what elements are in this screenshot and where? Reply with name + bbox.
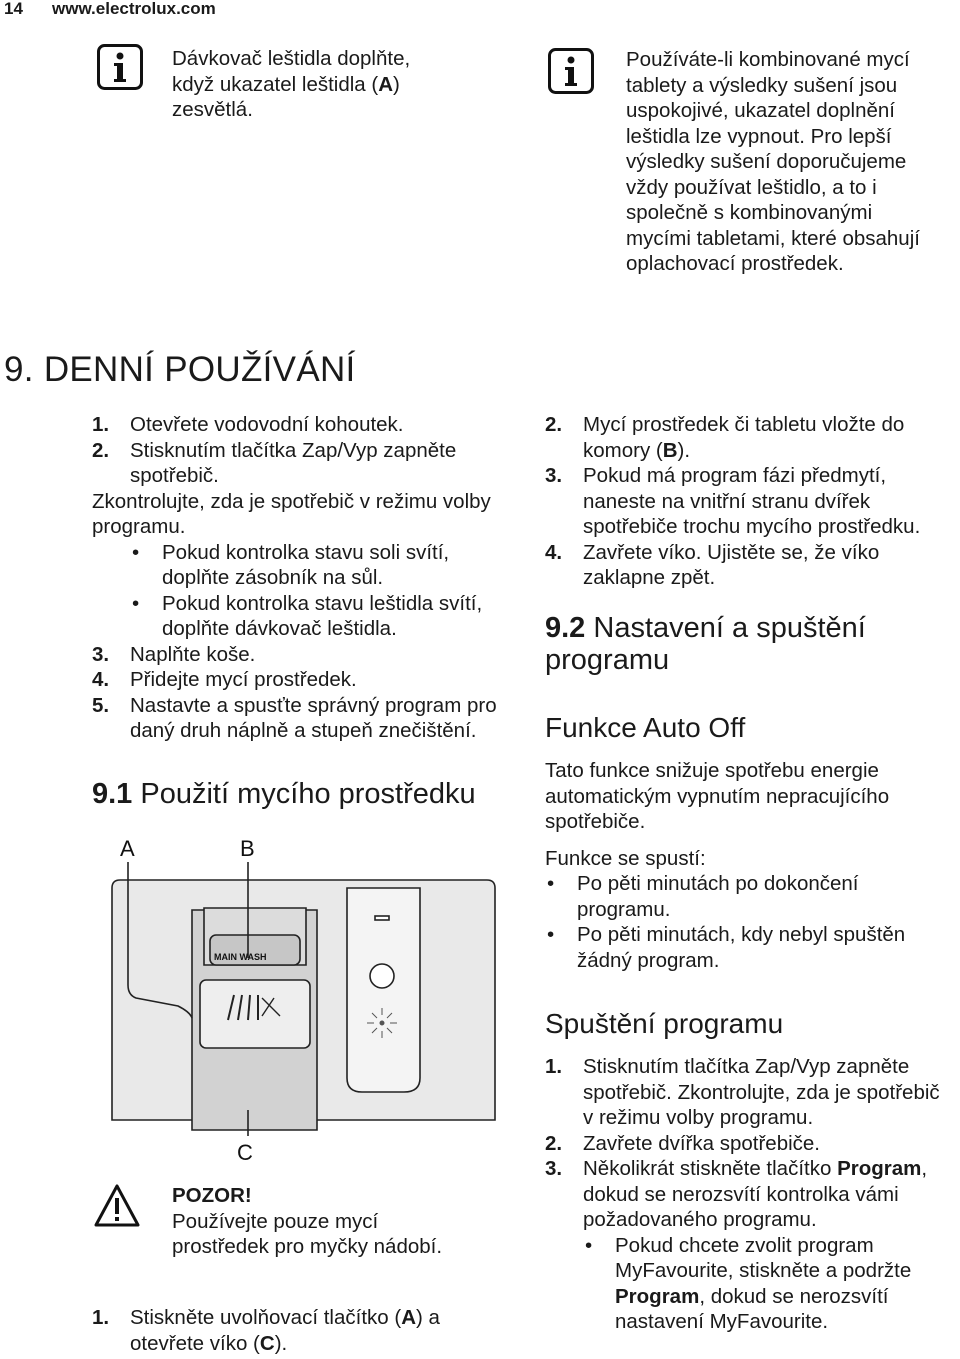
start-program-title: Spuštění programu — [545, 1008, 784, 1039]
list-item: • Po pěti minutách po dokončení programu. — [545, 871, 945, 922]
list-item: 2. Zavřete dvířka spotřebiče. — [545, 1131, 820, 1155]
auto-off-text: Tato funkce snižuje spotřebu energie automatickým vypnutím nepracujícího spotřebiče. — [545, 759, 890, 833]
website-url: www.electrolux.com — [52, 0, 216, 18]
label-b: B — [240, 836, 255, 861]
list-item: 5. Nastavte a spusťte správný program pro daný druh náplně a stupeň znečištění. — [92, 693, 497, 742]
list-item: 4. Přidejte mycí prostředek. — [92, 668, 357, 691]
detergent-steps — [545, 412, 955, 591]
info-icon — [97, 44, 143, 90]
main-wash-label: MAIN WASH — [214, 952, 267, 962]
list-item: 3. Pokud má program fázi předmytí, naneste na vnitřní stranu dvířek spotřebiče trochu mycího prostředku. — [545, 464, 921, 538]
list-item: 2. Mycí prostředek či tabletu vložte do komory (B). — [545, 413, 905, 462]
info-icon — [548, 48, 594, 94]
list-item: 3. Naplňte koše. — [92, 642, 256, 666]
list-item: • Pokud kontrolka stavu soli svítí, doplňte zásobník na sůl. — [130, 540, 512, 591]
auto-off-bullets — [545, 871, 945, 973]
page-number: 14 — [4, 0, 23, 18]
list-item: 3. Několikrát stiskněte tlačítko Program, dokud se nerozsvítí kontrolka vámi požadovaného programu. — [545, 1157, 928, 1231]
warning-icon — [94, 1183, 140, 1229]
list-item: • Po pěti minutách, kdy nebyl spuštěn žádný program. — [545, 922, 945, 973]
list-item: • Pokud chcete zvolit program MyFavourite, stiskněte a podržte Program, dokud se nerozsvítí nastavení MyFavourite. — [583, 1233, 955, 1335]
start-program-steps — [545, 1054, 955, 1335]
list-item: • Pokud kontrolka stavu leštidla svítí, doplňte dávkovač leštidla. — [130, 591, 512, 642]
section-title: 9. DENNÍ POUŽÍVÁNÍ — [4, 350, 356, 389]
list-item: 2. Stisknutím tlačítka Zap/Vyp zapněte spotřebič. — [92, 438, 457, 487]
auto-off-when: Funkce se spustí: — [545, 847, 706, 870]
info-note-combi-tablets: Používáte-li kombinované mycí tablety a výsledky sušení jsou uspokojivé, ukazatel doplnění leštidla lze vypnout. Pro lepší výsledky sušení doporučujeme vždy používat leštidlo, a to i společně s kombinovanými mycími tabletami, které obsahují oplachovací prostředek. — [626, 48, 920, 275]
subsection-title-9-1: 9.1 Použití mycího prostředku — [92, 778, 476, 810]
info-note-rinse-aid: Dávkovač leštidla doplňte, když ukazatel leštidla (A) zesvětlá. — [172, 47, 411, 121]
list-item: 4. Zavřete víko. Ujistěte se, že víko zaklapne zpět. — [545, 540, 880, 589]
list-item: 1. Stisknutím tlačítka Zap/Vyp zapněte spotřebič. Zkontrolujte, zda je spotřebič v režimu volby programu. — [545, 1055, 940, 1129]
label-a: A — [120, 836, 135, 861]
detergent-dispenser-figure — [92, 830, 512, 1170]
warning-note: POZOR! Používejte pouze mycí prostředek pro myčky nádobí. — [172, 1184, 443, 1258]
subsection-title-9-2: 9.2 Nastavení a spuštění programu — [545, 612, 866, 676]
list-item: 1. Stiskněte uvolňovací tlačítko (A) a otevřete víko (C). — [92, 1306, 440, 1355]
open-lid-step — [92, 1305, 512, 1356]
label-c: C — [237, 1140, 253, 1165]
daily-use-steps — [92, 412, 512, 744]
list-item: 1. Otevřete vodovodní kohoutek. — [92, 413, 404, 436]
step-note: Zkontrolujte, zda je spotřebič v režimu volby programu. — [92, 489, 491, 538]
auto-off-title: Funkce Auto Off — [545, 712, 746, 743]
